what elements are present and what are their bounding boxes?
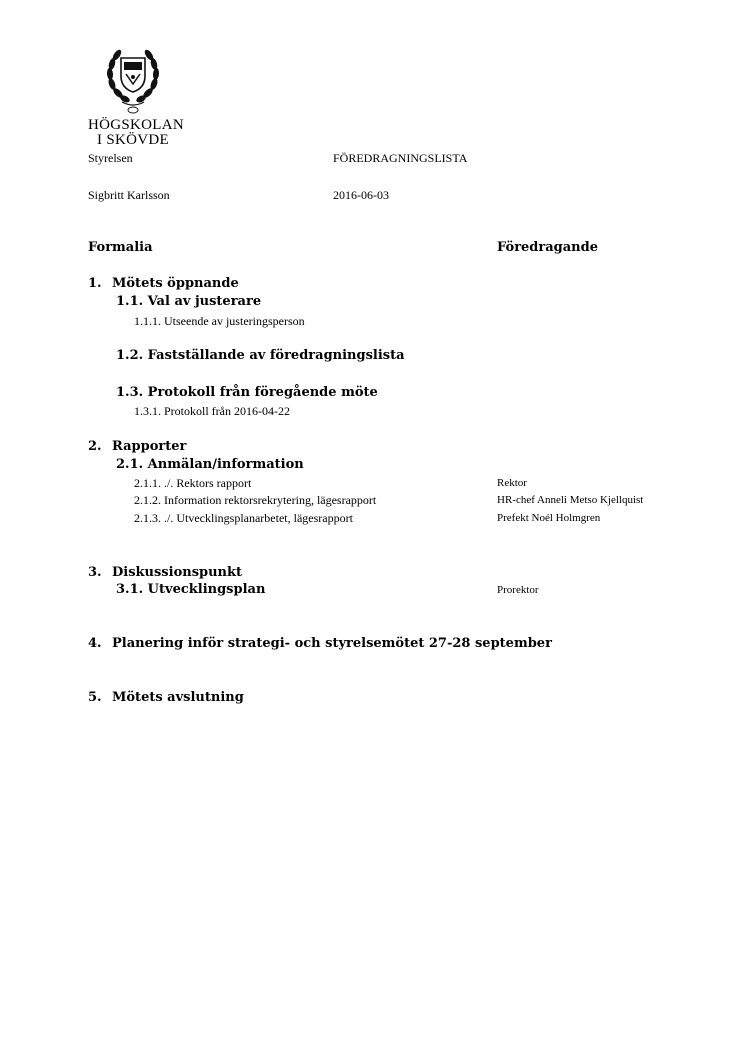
- agenda-subitem-3-1: 3.1. Utvecklingsplan: [116, 582, 266, 597]
- document-type: FÖREDRAGNINGSLISTA: [333, 151, 468, 165]
- agenda-item-title: Planering inför strategi- och styrelsemötet 27-28 september: [112, 636, 552, 651]
- column-heading-presenter: Föredragande: [497, 240, 598, 255]
- agenda-subsubitem-2-1-1: 2.1.1. ./. Rektors rapport: [134, 476, 252, 490]
- agenda-item-title: Rapporter: [112, 439, 187, 454]
- agenda-subsubitem-1-3-1: 1.3.1. Protokoll från 2016-04-22: [134, 404, 290, 418]
- agenda-subsubitem-2-1-3: 2.1.3. ./. Utvecklingsplanarbetet, lägesrapport: [134, 511, 353, 525]
- agenda-item-number: 4.: [88, 636, 102, 651]
- presenter-3-1: Prorektor: [497, 584, 539, 596]
- agenda-item-title: Mötets avslutning: [112, 690, 244, 705]
- presenter-2-1-1: Rektor: [497, 477, 527, 489]
- agenda-item-number: 3.: [88, 565, 102, 580]
- agenda-item-number: 2.: [88, 439, 102, 454]
- agenda-subsubitem-2-1-2: 2.1.2. Information rektorsrekrytering, lägesrapport: [134, 493, 377, 507]
- agenda-item-4: [88, 636, 552, 651]
- agenda-item-title: Mötets öppnande: [112, 276, 239, 291]
- agenda-subsubitem-1-1-1: 1.1.1. Utseende av justeringsperson: [134, 314, 305, 328]
- department-label: Styrelsen: [88, 151, 133, 165]
- author-name: Sigbritt Karlsson: [88, 188, 170, 202]
- agenda-item-1: [88, 276, 239, 291]
- agenda-item-title: Diskussionspunkt: [112, 565, 243, 580]
- document-date: 2016-06-03: [333, 188, 389, 202]
- agenda-item-2: [88, 439, 186, 454]
- university-name-line2: I SKÖVDE: [97, 132, 169, 148]
- university-name-line1: HÖGSKOLAN: [88, 117, 185, 133]
- agenda-item-number: 5.: [88, 690, 102, 705]
- agenda-subitem-1-2: 1.2. Fastställande av föredragningslista: [116, 348, 405, 363]
- agenda-item-5: [88, 690, 244, 705]
- agenda-item-3: [88, 565, 242, 580]
- agenda-item-number: 1.: [88, 276, 102, 291]
- agenda-subitem-2-1: 2.1. Anmälan/information: [116, 457, 304, 472]
- university-seal-logo: [104, 44, 162, 118]
- presenter-2-1-2: HR-chef Anneli Metso Kjellquist: [497, 494, 644, 506]
- column-heading-formalia: Formalia: [88, 240, 153, 255]
- agenda-subitem-1-1: 1.1. Val av justerare: [116, 294, 262, 309]
- presenter-2-1-3: Prefekt Noél Holmgren: [497, 512, 601, 524]
- agenda-subitem-1-3: 1.3. Protokoll från föregående möte: [116, 385, 378, 400]
